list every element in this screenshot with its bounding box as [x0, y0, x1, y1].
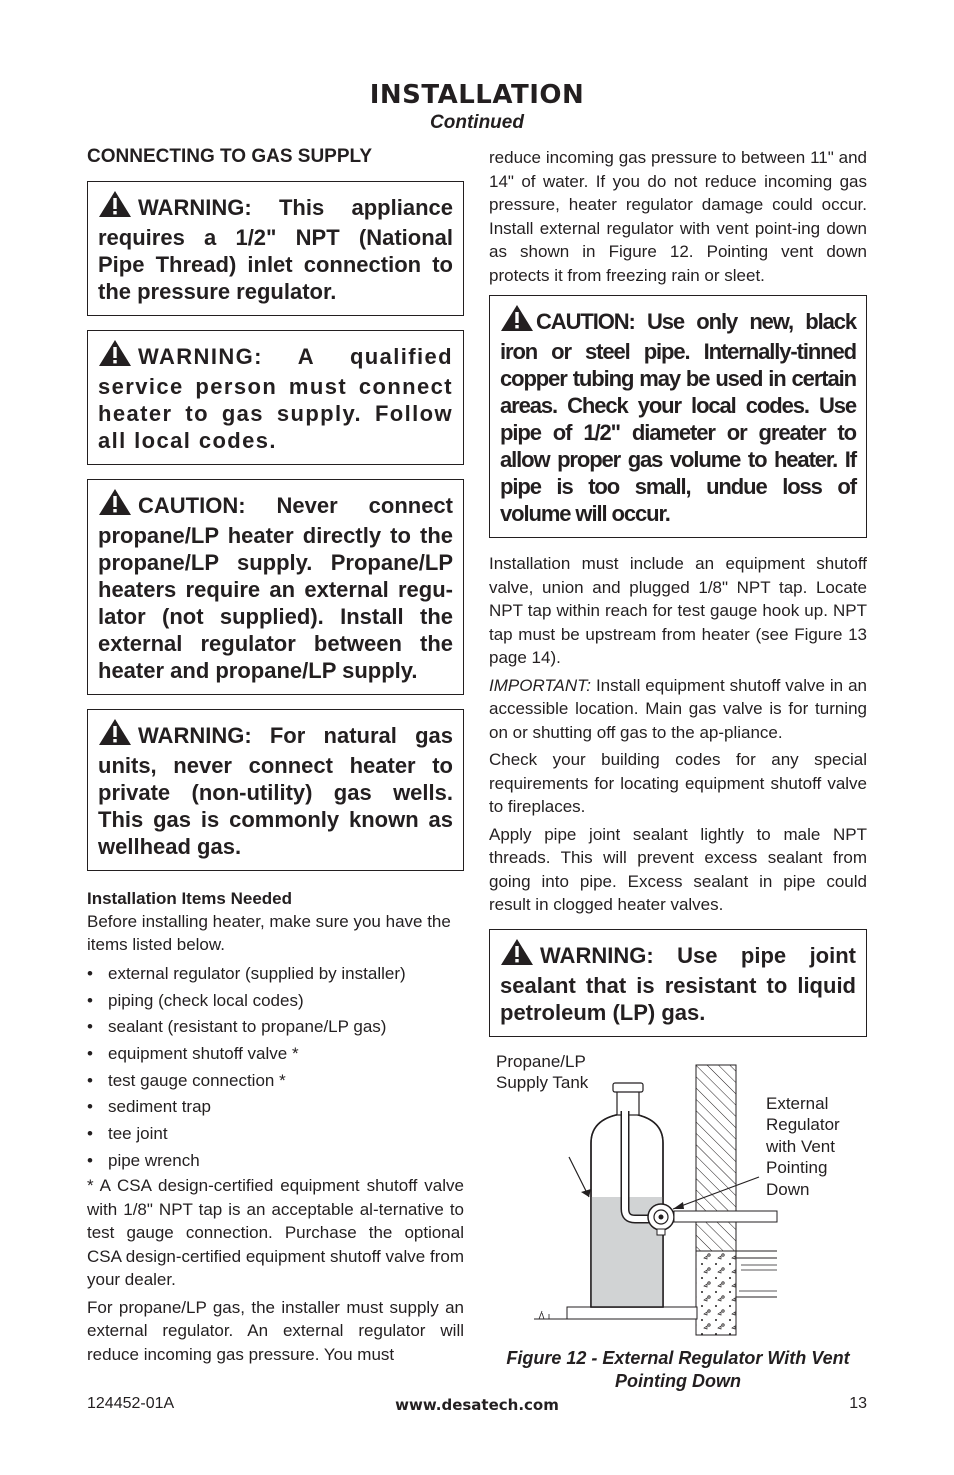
page-title: INSTALLATION	[369, 80, 585, 110]
warning-triangle-icon	[500, 938, 534, 972]
warning-triangle-icon	[500, 304, 534, 338]
regulator-label-line: Pointing	[766, 1158, 828, 1177]
list-item: • sealant (resistant to propane/LP gas)	[87, 1014, 464, 1041]
warning-box-sealant	[489, 929, 867, 1037]
warning-triangle-icon	[98, 488, 132, 522]
warning-text: WARNING: A qualified service person must connect heater to gas supply. Follow all local codes.	[98, 343, 453, 453]
warning-text: WARNING: This appliance requires a 1/2" NPT (National Pipe Thread) inlet connection to the pressure regulator.	[98, 194, 453, 304]
sealant-paragraph: Apply pipe joint sealant lightly to male NPT threads. This will prevent excess sealant from going into pipe. Excess sealant in pipe could result in clogged heater valves.	[489, 824, 867, 914]
caution-text: CAUTION: Never connect propane/LP heater directly to the propane/LP supply. Propane/LP heaters require an external regu-lator (not supplied). Install the external regulator between the heater and propane/LP supply.	[98, 492, 453, 683]
tank-label	[496, 1051, 588, 1094]
regulator-label-line: Down	[766, 1179, 810, 1199]
list-item: • tee joint	[87, 1121, 464, 1148]
doc-number: 124452-01A	[87, 1395, 175, 1412]
tank-label-line: Propane/LP	[496, 1051, 586, 1071]
important-paragraph	[489, 674, 867, 745]
figure-caption	[489, 1347, 867, 1393]
propane-paragraph: For propane/LP gas, the installer must supply an external regulator. An external regulator will reduce incoming gas pressure. You must	[87, 1297, 464, 1364]
warning-text: WARNING: For natural gas units, never connect heater to private (non-utility) gas wells. This gas is commonly known as wellhead gas.	[98, 722, 453, 859]
warning-text: WARNING: Use pipe joint sealant that is resistant to liquid petroleum (LP) gas.	[500, 942, 856, 1025]
warning-box-wellhead	[87, 709, 464, 871]
items-intro: Before installing heater, make sure you have the items listed below.	[87, 911, 451, 955]
caution-box-propane	[87, 479, 464, 695]
important-text: Install equipment shutoff valve in an accessible location. Main gas valve is for turning on or shutting off gas to the ap-pliance.	[489, 675, 867, 742]
house-wall	[696, 1065, 736, 1251]
foundation	[696, 1251, 736, 1335]
building-codes-paragraph: Check your building codes for any special requirements for locating equipment shutoff valve to fireplaces.	[489, 750, 867, 816]
right-column	[489, 146, 867, 1393]
page-number: 13	[849, 1395, 867, 1412]
items-heading: Installation Items Needed	[87, 888, 292, 908]
list-item: • piping (check local codes)	[87, 988, 464, 1015]
section-title: CONNECTING TO GAS SUPPLY	[87, 146, 373, 167]
items-list	[87, 961, 464, 1175]
caution-text: CAUTION: Use only new, black iron or steel pipe. Internally-tinned copper tubing may be used in certain areas. Check your local codes. Use pipe of 1/2" diameter or greater to allow proper gas volume to heater. If pipe is too small, undue loss of volume will occur.	[500, 309, 856, 526]
website-link[interactable]: www.desatech.com	[395, 1396, 559, 1414]
caption-line: Pointing Down	[615, 1370, 741, 1391]
figure-12	[489, 1051, 867, 1341]
warning-box-qualified	[87, 330, 464, 465]
regulator-label-line: with Vent	[766, 1136, 835, 1156]
shutoff-paragraph: Installation must include an equipment shutoff valve, union and plugged 1/8" NPT tap. Locate NPT tap within reach for test gauge hook up. NPT tap must be upstream from heater (see Figure 13 page 14).	[489, 554, 867, 667]
left-column	[87, 146, 464, 1370]
ground-slab	[567, 1307, 697, 1319]
warning-triangle-icon	[98, 339, 132, 373]
important-label: IMPORTANT:	[489, 675, 591, 695]
list-item: • pipe wrench	[87, 1148, 464, 1175]
page-subtitle: Continued	[430, 112, 524, 133]
list-item: • test gauge connection *	[87, 1068, 464, 1095]
warning-triangle-icon	[98, 190, 132, 224]
list-item: • external regulator (supplied by installer)	[87, 961, 464, 988]
caution-box-pipe	[489, 295, 867, 538]
warning-box-npt	[87, 181, 464, 316]
warning-triangle-icon	[98, 718, 132, 752]
tank-label-line: Supply Tank	[496, 1073, 589, 1092]
footnote: * A CSA design-certified equipment shutoff valve with 1/8" NPT tap is an acceptable al-ternative to test gauge connection. Purchase the optional CSA design-certified equipment shutoff valve from your dealer.	[87, 1176, 464, 1290]
continued-paragraph: reduce incoming gas pressure to between 11" and 14" of water. If you do not reduce incoming gas pressure, heater regulator damage could occur. Install external regulator with vent point-ing down as shown in Figure 12. Pointing vent down protects it from freezing rain or sleet.	[489, 148, 867, 285]
regulator-label-line: External	[766, 1093, 829, 1113]
regulator-label-line: Regulator	[766, 1115, 840, 1134]
list-item: • equipment shutoff valve *	[87, 1041, 464, 1068]
caption-line: Figure 12 - External Regulator With Vent	[506, 1347, 850, 1368]
list-item: • sediment trap	[87, 1094, 464, 1121]
regulator-label	[766, 1093, 840, 1201]
